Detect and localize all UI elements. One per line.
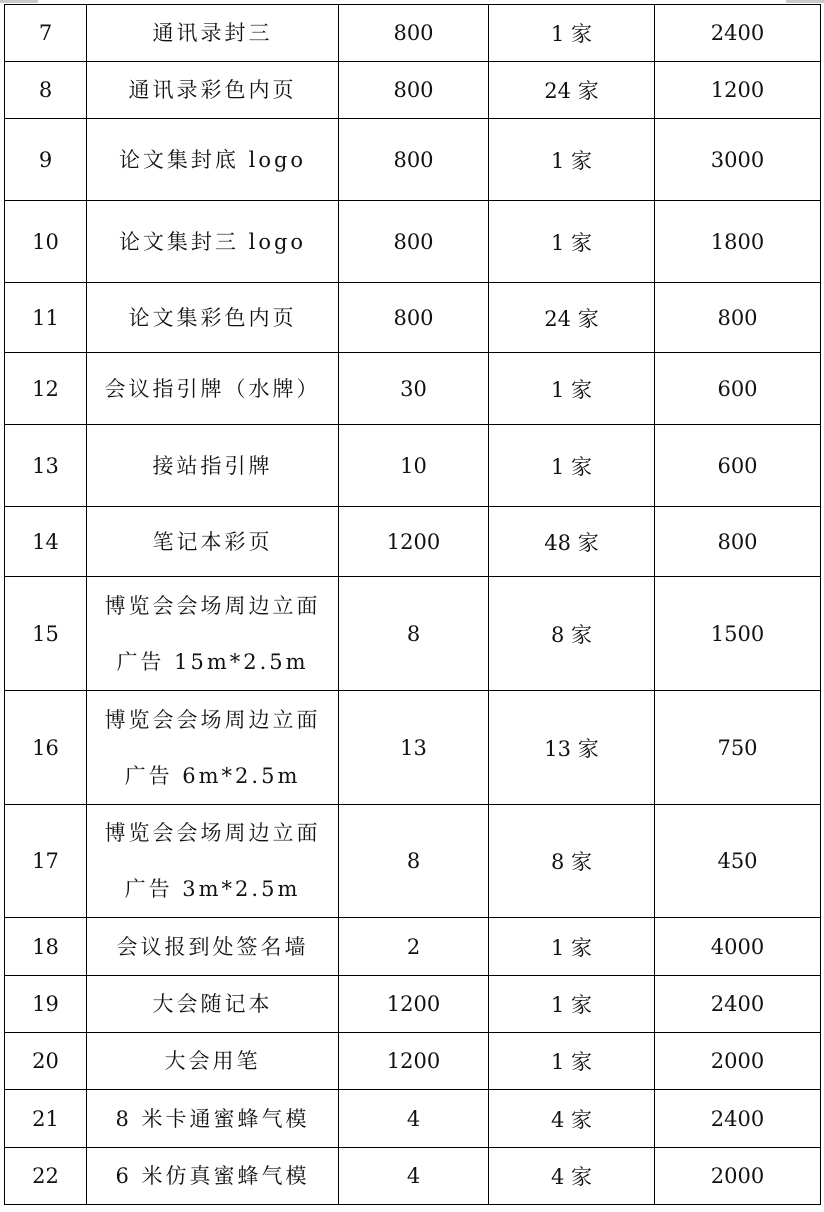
table-row	[5, 62, 821, 119]
table-row	[5, 976, 821, 1033]
table-row	[5, 1033, 821, 1090]
item-name-cell	[87, 507, 339, 577]
item-name-line: 广告 3m*2.5m	[124, 877, 301, 901]
price-cell: 450	[655, 805, 821, 918]
table-row	[5, 283, 821, 353]
price-cell: 750	[655, 691, 821, 805]
price-cell: 1200	[655, 62, 821, 119]
item-name-line: 广告 6m*2.5m	[124, 763, 301, 788]
quantity-cell: 13	[339, 691, 489, 805]
item-name-cell	[87, 1148, 339, 1205]
quantity-cell: 8	[339, 805, 489, 918]
row-number-cell: 7	[5, 5, 87, 62]
quantity-cell: 4	[339, 1148, 489, 1205]
item-name-line: 论文集封三 logo	[118, 229, 307, 254]
item-name-line: 博览会会场周边立面	[104, 707, 321, 732]
table-body	[5, 5, 821, 1205]
units-cell: 1 家	[489, 119, 655, 201]
price-cell: 1500	[655, 577, 821, 691]
page-corner-mark-right	[786, 0, 824, 3]
units-cell: 1 家	[489, 5, 655, 62]
price-cell: 2000	[655, 1033, 821, 1090]
row-number-cell: 11	[5, 283, 87, 353]
item-name-line: 通讯录封三	[152, 21, 273, 45]
row-number-cell: 8	[5, 62, 87, 119]
table-row	[5, 119, 821, 201]
table-row	[5, 353, 821, 425]
price-cell: 4000	[655, 918, 821, 976]
price-cell: 800	[655, 283, 821, 353]
units-cell: 1 家	[489, 201, 655, 283]
item-name-cell	[87, 119, 339, 201]
quantity-cell: 4	[339, 1090, 489, 1148]
row-number-cell: 17	[5, 805, 87, 918]
item-name-line: 6 米仿真蜜蜂气模	[115, 1164, 310, 1188]
quantity-cell: 2	[339, 918, 489, 976]
row-number-cell: 22	[5, 1148, 87, 1205]
item-name-cell	[87, 5, 339, 62]
item-name-line: 大会用笔	[164, 1049, 261, 1073]
row-number-cell: 15	[5, 577, 87, 691]
row-number-cell: 20	[5, 1033, 87, 1090]
units-cell: 1 家	[489, 425, 655, 507]
units-cell: 4 家	[489, 1148, 655, 1205]
item-name-line: 博览会会场周边立面	[104, 821, 321, 845]
units-cell: 8 家	[489, 805, 655, 918]
table-row	[5, 918, 821, 976]
item-name-cell	[87, 353, 339, 425]
price-cell: 600	[655, 353, 821, 425]
row-number-cell: 18	[5, 918, 87, 976]
row-number-cell: 13	[5, 425, 87, 507]
units-cell: 48 家	[489, 507, 655, 577]
price-cell: 800	[655, 507, 821, 577]
item-name-line: 大会随记本	[152, 992, 273, 1016]
table-row	[5, 691, 821, 805]
units-cell: 1 家	[489, 353, 655, 425]
units-cell: 24 家	[489, 283, 655, 353]
item-name-cell	[87, 201, 339, 283]
units-cell: 4 家	[489, 1090, 655, 1148]
quantity-cell: 800	[339, 62, 489, 119]
row-number-cell: 10	[5, 201, 87, 283]
price-cell: 2000	[655, 1148, 821, 1205]
item-name-line: 论文集封底 logo	[118, 147, 307, 172]
price-cell: 3000	[655, 119, 821, 201]
table-row	[5, 1090, 821, 1148]
table-row	[5, 805, 821, 918]
row-number-cell: 16	[5, 691, 87, 805]
item-name-line: 会议报到处签名墙	[116, 934, 309, 959]
item-name-cell	[87, 805, 339, 918]
quantity-cell: 8	[339, 577, 489, 691]
item-name-cell	[87, 976, 339, 1033]
page-corner-mark-left	[0, 0, 38, 3]
row-number-cell: 19	[5, 976, 87, 1033]
item-name-cell	[87, 918, 339, 976]
item-name-cell	[87, 62, 339, 119]
price-cell: 2400	[655, 1090, 821, 1148]
price-cell: 1800	[655, 201, 821, 283]
units-cell: 1 家	[489, 1033, 655, 1090]
units-cell: 24 家	[489, 62, 655, 119]
item-name-line: 8 米卡通蜜蜂气模	[115, 1106, 310, 1131]
quantity-cell: 10	[339, 425, 489, 507]
price-cell: 2400	[655, 5, 821, 62]
units-cell: 1 家	[489, 976, 655, 1033]
quantity-cell: 30	[339, 353, 489, 425]
units-cell: 1 家	[489, 918, 655, 976]
item-name-cell	[87, 577, 339, 691]
item-name-line: 广告 15m*2.5m	[116, 649, 309, 674]
item-name-line: 会议指引牌（水牌）	[104, 376, 321, 401]
units-cell: 13 家	[489, 691, 655, 805]
row-number-cell: 9	[5, 119, 87, 201]
quantity-cell: 1200	[339, 1033, 489, 1090]
item-name-line: 接站指引牌	[152, 453, 273, 478]
row-number-cell: 14	[5, 507, 87, 577]
item-name-line: 博览会会场周边立面	[104, 593, 321, 618]
item-name-line: 通讯录彩色内页	[128, 78, 297, 102]
row-number-cell: 21	[5, 1090, 87, 1148]
table-row	[5, 577, 821, 691]
item-name-cell	[87, 283, 339, 353]
units-cell: 8 家	[489, 577, 655, 691]
table-row	[5, 425, 821, 507]
quantity-cell: 800	[339, 201, 489, 283]
item-name-cell	[87, 1090, 339, 1148]
item-name-cell	[87, 1033, 339, 1090]
item-name-line: 笔记本彩页	[152, 529, 273, 554]
quantity-cell: 800	[339, 119, 489, 201]
quantity-cell: 1200	[339, 507, 489, 577]
table-row	[5, 1148, 821, 1205]
item-name-cell	[87, 425, 339, 507]
table-row	[5, 5, 821, 62]
quantity-cell: 1200	[339, 976, 489, 1033]
table-row	[5, 201, 821, 283]
quantity-cell: 800	[339, 283, 489, 353]
sponsorship-items-table	[4, 4, 821, 1205]
price-cell: 2400	[655, 976, 821, 1033]
price-cell: 600	[655, 425, 821, 507]
row-number-cell: 12	[5, 353, 87, 425]
item-name-cell	[87, 691, 339, 805]
quantity-cell: 800	[339, 5, 489, 62]
item-name-line: 论文集彩色内页	[128, 305, 297, 330]
table-row	[5, 507, 821, 577]
